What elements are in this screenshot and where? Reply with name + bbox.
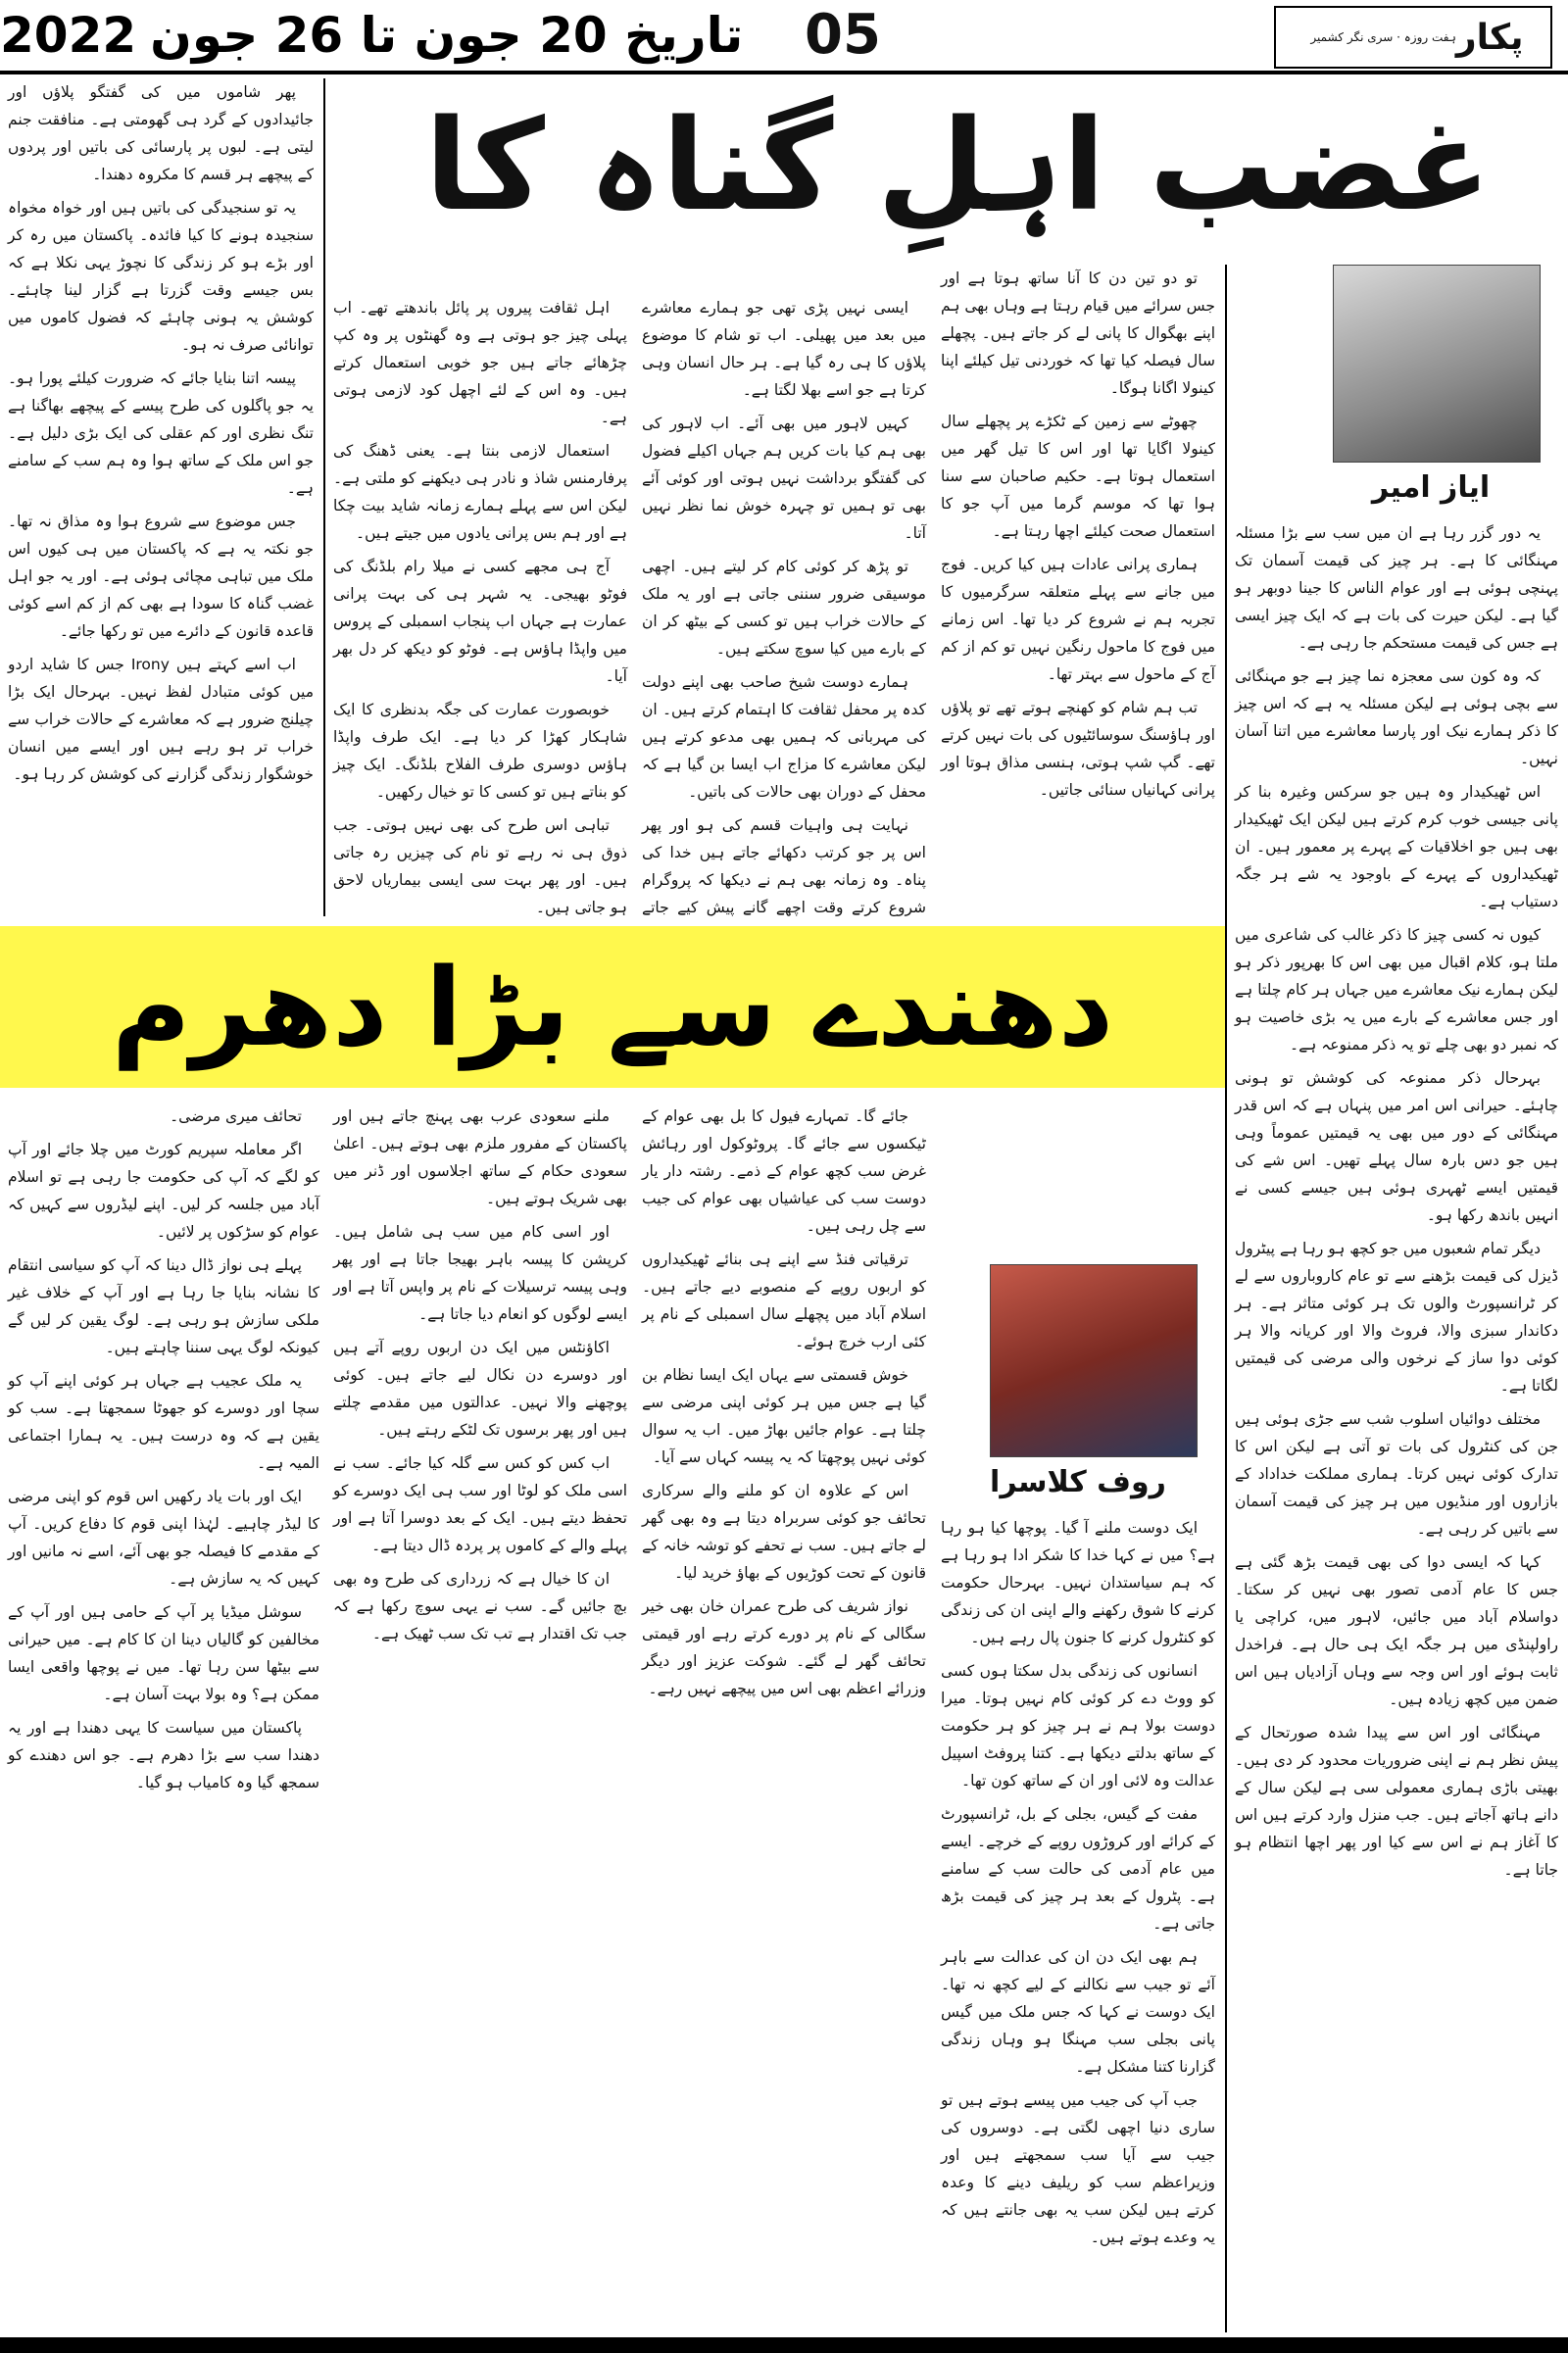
banner-headline: دھندے سے بڑا دھرم: [111, 944, 1114, 1070]
paragraph: ہم بھی ایک دن ان کی عدالت سے باہر آئے تو جیب سے نکالنے کے لیے کچھ نہ تھا۔ ایک دوست نے کہا کہ جس ملک میں گیس پانی بجلی سب مہنگا ہو وہاں زندگی گزارنا کتنا مشکل ہے۔: [941, 1948, 1215, 2076]
paragraph: انسانوں کی زندگی بدل سکتا ہوں کسی کو ووٹ دے کر کوئی کام نہیں ہوتا۔ میرا دوست بولا ہم نے ہر چیز کو ہر حکومت کے ساتھ بدلتے دیکھا ہے۔ کتنا پروفٹ اسپیل عدالت وہ لائی اور ان کے ساتھ کون تھا۔: [941, 1662, 1215, 1789]
logo-title: پکار: [1455, 17, 1524, 58]
paragraph: ملنے سعودی عرب بھی پہنچ جاتے ہیں اور پاکستان کے مفرور ملزم بھی ہوتے ہیں۔ اعلیٰ سعودی حکام کے ساتھ اجلاسوں اور ڈنر میں بھی شریک ہوتے ہیں۔: [333, 1107, 627, 1207]
paragraph: یہ ملک عجیب ہے جہاں ہر کوئی اپنے آپ کو سچا اور دوسرے کو جھوٹا سمجھتا ہے۔ سب کو یقین ہے کہ وہ درست ہیں۔ یہ ہمارا اجتماعی المیہ ہے۔: [8, 1372, 319, 1472]
paragraph: تو پڑھ کر کوئی کام کر لیتے ہیں۔ اچھی موسیقی ضرور سننی جاتی ہے اور یہ ملک کے حالات خراب ہیں تو کسی کے بیٹھ کر ان کے بارے میں کیا سوچ سکتے ہیں۔: [642, 558, 926, 658]
paragraph: اہل ثقافت پیروں پر پائل باندھتے تھے۔ اب پہلی چیز جو ہوتی ہے وہ گھنٹوں پر وہ کپ چڑھائے جاتے ہیں جو خوبی استعمال کرتے ہیں۔ وہ اس کے لئے اچھل کود لازمی ہوتی ہے۔: [333, 299, 627, 426]
paragraph: نواز شریف کی طرح عمران خان بھی خیر سگالی کے نام پر دورے کرتے رہے اور قیمتی تحائف گھر لے گئے۔ شوکت عزیز اور دیگر وزرائے اعظم بھی اس میں پیچھے نہیں رہے۔: [642, 1597, 926, 1697]
paragraph: خوش قسمتی سے یہاں ایک ایسا نظام بن گیا ہے جس میں ہر کوئی اپنی مرضی سے چلتا ہے۔ عوام جائیں بھاڑ میں۔ اب یہ سوال کوئی نہیں پوچھتا کہ یہ پیسہ کہاں سے آیا۔: [642, 1366, 926, 1466]
column-bottom-center-left: [333, 1103, 627, 2332]
issue-date-range: تاریخ 20 جون تا 26 جون: [150, 7, 744, 64]
logo-subtitle: ہفت روزہ · سری نگر کشمیر: [1310, 30, 1456, 44]
paragraph: اکاؤنٹس میں ایک دن اربوں روپے آتے ہیں اور دوسرے دن نکال لیے جاتے ہیں۔ کوئی پوچھنے والا نہیں۔ عدالتوں میں مقدمے چلتے ہیں اور پھر برسوں تک لٹکے رہتے ہیں۔: [333, 1339, 627, 1439]
paragraph: ایک دوست ملنے آ گیا۔ پوچھا کیا ہو رہا ہے؟ میں نے کہا خدا کا شکر ادا ہو رہا ہے کہ ہم سیاستدان نہیں۔ بہرحال حکومت کرنے کا شوق رکھنے والے اپنی ان کی زندگی کو کنٹرول کرنے کا جنون پال رہے ہیں۔: [941, 1519, 1215, 1646]
paragraph: اس ٹھیکیدار وہ ہیں جو سرکس وغیرہ بنا کر پانی جیسی خوب کرم کرتے ہیں لیکن ایک ٹھیکیدار بھی ہیں جو اخلاقیات کے پہرے پر معمور ہیں۔ ان ٹھیکیداروں کے پہرے کے باوجود یہ شے ہر جگہ دستیاب ہے۔: [1235, 783, 1558, 910]
paragraph: تحائف میری مرضی۔: [170, 1107, 302, 1125]
main-headline: غضب اہلِ گناہ کا: [424, 93, 1492, 239]
paragraph: ان کا خیال ہے کہ زرداری کی طرح وہ بھی بچ جائیں گے۔ سب نے یہی سوچ رکھا ہے کہ جب تک اقتدار ہے تب تک سب ٹھیک ہے۔: [333, 1570, 627, 1642]
paragraph: پیسہ اتنا بنایا جائے کہ ضرورت کیلئے پورا ہو۔ یہ جو پاگلوں کی طرح پیسے کے پیچھے بھاگنا ہے تنگ نظری اور کم عقلی کی ایک بڑی دلیل ہے۔ جو اس ملک کے ساتھ ہوا وہ ہم سب کے سامنے ہے۔: [8, 369, 314, 497]
column-divider: [1225, 265, 1227, 2332]
paragraph: جب آپ کی جیب میں پیسے ہوتے ہیں تو ساری دنیا اچھی لگتی ہے۔ دوسروں کی جیب سے آیا سب سمجھتے ہیں اور وزیراعظم سب کو ریلیف دینے کا وعدہ کرتے ہیں لیکن سب یہ بھی جانتے ہیں کہ یہ وعدے ہوتے ہیں۔: [941, 2091, 1215, 2246]
paragraph: یہ دور گزر رہا ہے ان میں سب سے بڑا مسئلہ مہنگائی کا ہے۔ ہر چیز کی قیمت آسمان تک پہنچی ہوئی ہے اور عوام الناس کا جینا دوبھر ہو گیا ہے۔ لیکن حیرت کی بات ہے کہ ایک چیز ایسی ہے جس کی قیمت مستحکم جا رہی ہے۔: [1235, 524, 1558, 652]
paragraph: تباہی اس طرح کی بھی نہیں ہوتی۔ جب ذوق ہی نہ رہے تو نام کی چیزیں رہ جاتی ہیں۔ اور پھر بہت سی ایسی بیماریاں لاحق ہو جاتی ہیں۔: [333, 816, 627, 916]
newspaper-logo: [1274, 6, 1552, 69]
paragraph: تو دو تین دن کا آنا ساتھ ہوتا ہے اور جس سرائے میں قیام رہتا ہے وہاں بھی ہم اپنے بھگوال کا پانی لے کر جاتے ہیں۔ پچھلے سال فیصلہ کیا تھا کہ خوردنی تیل کیلئے اپنا کینولا اگانا ہوگا۔: [941, 270, 1215, 397]
paragraph: ترقیاتی فنڈ سے اپنے ہی بنائے ٹھیکیداروں کو اربوں روپے کے منصوبے دیے جاتے ہیں۔ اسلام آباد میں پچھلے سال اسمبلی کے نام پر کئی ارب خرچ ہوئے۔: [642, 1250, 926, 1350]
paragraph: چھوٹے سے زمین کے ٹکڑے پر پچھلے سال کینولا اگایا تھا اور اس کا تیل گھر میں استعمال ہوتا ہے۔ حکیم صاحبان سے سنا ہوا تھا کہ موسم گرما میں آپ جو کا استعمال صحت کیلئے اچھا رہتا ہے۔: [941, 413, 1215, 540]
paragraph: سوشل میڈیا پر آپ کے حامی ہیں اور آپ کے مخالفین کو گالیاں دینا ان کا کام ہے۔ میں حیرانی سے بیٹھا سن رہا تھا۔ میں نے پوچھا واقعی ایسا ممکن ہے؟ وہ بولا بہت آسان ہے۔: [8, 1603, 319, 1703]
author-name-top: ایاز امیر: [1371, 470, 1491, 505]
paragraph: پھر شاموں میں کی گفتگو پلاؤں اور جائیدادوں کے گرد ہی گھومتی ہے۔ منافقت جنم لیتی ہے۔ لبوں پر پارسائی کی باتیں اور پردوں کے پیچھے ہر قسم کا مکروہ دھندا۔: [8, 83, 314, 183]
paragraph: اب اسے کہتے ہیں Irony جس کا شاید اردو میں کوئی متبادل لفظ نہیں۔ بہرحال ایک بڑا چیلنج ضرور ہے کہ معاشرے کے حالات خراب سے خراب تر ہو رہے ہیں اور ایسے میں انسان خوشگوار زندگی گزارنے کی کوشش کر رہا ہو۔: [8, 656, 314, 783]
paragraph: ایک اور بات یاد رکھیں اس قوم کو اپنی مرضی کا لیڈر چاہیے۔ لہٰذا اپنی قوم کا دفاع کریں۔ آپ کے مقدمے کا فیصلہ جو بھی آئے، اسے نہ مانیں اور کہیں کہ یہ سازش ہے۔: [8, 1488, 319, 1588]
paragraph: ہماری پرانی عادات ہیں کیا کریں۔ فوج میں جانے سے پہلے متعلقہ سرگرمیوں کا تجربہ ہم نے شروع کر دیا تھا۔ اس زمانے میں فوج کا ماحول رنگین نہیں تو کم از کم آج کے ماحول سے بہتر تھا۔: [941, 556, 1215, 683]
column-bottom-center-right: [941, 1514, 1215, 2332]
paragraph: مختلف دوائیاں اسلوب شب سے جڑی ہوئی ہیں جن کی کنٹرول کی بات تو آتی ہے لیکن اس کا تدارک کوئی نہیں کرتا۔ ہماری مملکت خداداد کے بازاروں اور منڈیوں میں ہر چیز کی قیمت آسمان سے باتیں کر رہی ہے۔: [1235, 1410, 1558, 1538]
paragraph: مہنگائی اور اس سے پیدا شدہ صورتحال کے پیش نظر ہم نے اپنی ضروریات محدود کر دی ہیں۔ بھیتی باڑی ہماری معمولی سی ہے لیکن سال کے دانے ہاتھ آجاتے ہیں۔ جب منزل وارد کرتے ہیں اس کا آغاز ہم نے اس سے کیا اور پھر اچھا انتظام ہو جاتا ہے۔: [1235, 1724, 1558, 1879]
paragraph: مفت کے گیس، بجلی کے بل، ٹرانسپورٹ کے کرائے اور کروڑوں روپے کے خرچے۔ ایسے میں عام آدمی کی حالت سب کے سامنے ہے۔ پٹرول کے بعد ہر چیز کی قیمت بڑھ جاتی ہے۔: [941, 1805, 1215, 1933]
paragraph: پاکستان میں سیاست کا یہی دھندا ہے اور یہ دھندا سب سے بڑا دھرم ہے۔ جو اس دھندے کو سمجھ گیا وہ کامیاب ہو گیا۔: [8, 1719, 319, 1791]
paragraph: کیوں نہ کسی چیز کا ذکر غالب کی شاعری میں ملتا ہو، کلام اقبال میں بھی اس کا بھرپور ذکر ہو لیکن ہمارے نیک معاشرے میں جہاں ہر کام چلتا ہے اور جس معاشرے کے بارے میں یہ بڑی خاصیت ہو کہ نمبر دو بھی چلے تو یہ ذکر ممنوعہ ہے۔: [1235, 926, 1558, 1054]
paragraph: تب ہم شام کو کھنچے ہوتے تھے تو پلاؤں اور ہاؤسنگ سوسائٹیوں کی بات نہیں کرتے تھے۔ گپ شپ ہوتی، ہنسی مذاق ہوتا اور پرانی کہانیاں سنائی جاتیں۔: [941, 699, 1215, 799]
column-bottom-left: [8, 1103, 319, 2332]
footer-rule: [0, 2337, 1568, 2353]
page-number: 05: [805, 3, 881, 67]
paragraph: ایسی نہیں پڑی تھی جو ہمارے معاشرے میں بعد میں پھیلی۔ اب تو شام کا موضوع پلاؤں کا ہی رہ گیا ہے۔ ہر حال انسان وہی کرتا ہے جو اسے بھلا لگتا ہے۔: [642, 299, 926, 399]
paragraph: بہرحال ذکر ممنوعہ کی کوشش تو ہونی چاہئے۔ حیرانی اس امر میں پنہاں ہے کہ اس قدر مہنگائی کے دور میں بھی یہ قیمتیں عموماً وہی ہیں جو دس بارہ سال پہلے تھیں۔ اس شے کی قیمتیں ایسے ٹھہری ہوئی ہیں جیسے کسی نے انہیں باندھ رکھا ہو۔: [1235, 1069, 1558, 1224]
paragraph: اور اسی کام میں سب ہی شامل ہیں۔ کرپشن کا پیسہ باہر بھیجا جاتا ہے اور پھر وہی پیسہ ترسیلات کے نام پر واپس آتا ہے اور ایسے لوگوں کو انعام دیا جاتا ہے۔: [333, 1223, 627, 1323]
paragraph: استعمال لازمی بنتا ہے۔ یعنی ڈھنگ کی پرفارمنس شاذ و نادر ہی دیکھنے کو ملتی ہے۔ لیکن اس سے پہلے ہمارے زمانہ شاید بیت چکا ہے اور ہم بس پرانی یادوں میں جیتے ہیں۔: [333, 442, 627, 542]
paragraph: اب کس کو کس سے گلہ کیا جائے۔ سب نے اسی ملک کو لوٹا اور سب ہی ایک دوسرے کو تحفظ دیتے ہیں۔ ایک کے بعد دوسرا آتا ہے اور پہلے والے کے کاموں پر پردہ ڈال دیتا ہے۔: [333, 1454, 627, 1554]
paragraph: پہلے ہی نواز ڈال دینا کہ آپ کو سیاسی انتقام کا نشانہ بنایا جا رہا ہے اور آپ کے خلاف غیر ملکی سازش ہو رہی ہے۔ لوگ یقین کر لیں گے کیونکہ لوگ یہی سننا چاہتے ہیں۔: [8, 1256, 319, 1356]
column-top-center: [642, 294, 926, 916]
column-top-mid-right: [941, 265, 1215, 916]
paragraph: آج ہی مجھے کسی نے میلا رام بلڈنگ کی فوٹو بھیجی۔ یہ شہر ہی کی بہت پرانی عمارت ہے جہاں اب پنجاب اسمبلی کے پروس میں واپڈا ہاؤس ہے۔ فوٹو کو دیکھ کر دل بھر آیا۔: [333, 558, 627, 685]
column-top-mid-left: [333, 294, 627, 916]
paragraph: یہ تو سنجیدگی کی باتیں ہیں اور خواہ مخواہ سنجیدہ ہونے کا کیا فائدہ۔ پاکستان میں رہ کر اور بڑے ہو کر زندگی کا نچوڑ یہی نکلا ہے کہ بس جیسے وقت گزرتا ہے گزار لینا چاہئے۔ کوشش یہ ہونی چاہئے کہ فضول کاموں میں توانائی صرف نہ ہو۔: [8, 199, 314, 354]
author-photo-rauf-klasra: [990, 1264, 1198, 1457]
paragraph: کہیں لاہور میں بھی آئے۔ اب لاہور کی بھی ہم کیا بات کریں ہم جہاں اکیلے فضول کی گفتگو برداشت نہیں ہوتی اور کوئی آئے بھی تو ہمیں تو چہرہ خوش نما نظر نہیں آتا۔: [642, 415, 926, 542]
paragraph: کہا کہ ایسی دوا کی بھی قیمت بڑھ گئی ہے جس کا عام آدمی تصور بھی نہیں کر سکتا۔ دواسلام آباد میں جائیں، لاہور میں، کراچی یا راولپنڈی میں ہر جگہ ایک ہی حال ہے۔ فراخدل ثابت ہوئے اور اس وجہ سے وہاں آزادیاں ہیں اس ضمن میں کچھ زیادہ ہیں۔: [1235, 1553, 1558, 1708]
paragraph: جس موضوع سے شروع ہوا وہ مذاق نہ تھا۔ جو نکتہ یہ ہے کہ پاکستان میں ہی کیوں اس ملک میں تباہی مچائی ہوئی ہے۔ اور یہ جو اہل غضب گناہ کا سودا ہے بھی کم از کم اسے کوئی قاعدہ قانون کے دائرے میں تو رکھا جائے۔: [8, 513, 314, 640]
paragraph: نہایت ہی واہیات قسم کی ہو اور پھر اس پر جو کرتب دکھائے جاتے ہیں خدا کی پناہ۔ وہ زمانہ بھی ہم نے دیکھا کہ پروگرام شروع کرتے وقت اچھے گانے پیش کیے جاتے: [642, 816, 926, 916]
column-top-right: [1235, 519, 1558, 2332]
column-bottom-center: [642, 1103, 926, 2332]
issue-year: 2022: [0, 7, 137, 64]
author-name-bottom: روف کلاسرا: [990, 1465, 1166, 1499]
paragraph: ہمارے دوست شیخ صاحب بھی اپنے دولت کدہ پر محفل ثقافت کا اہتمام کرتے ہیں۔ ان کی مہربانی کہ ہمیں بھی مدعو کرتے ہیں لیکن معاشرے کا مزاج اب ایسا بن گیا ہے کہ محفل کے دوران بھی حالات کی باتیں۔: [642, 673, 926, 801]
column-divider: [323, 78, 325, 916]
paragraph: اس کے علاوہ ان کو ملنے والے سرکاری تحائف جو کوئی سربراہ دیتا ہے وہ بھی گھر لے جاتے ہیں۔ سب نے تحفے کو توشہ خانہ کے قانون کے تحت کوڑیوں کے بھاؤ خرید لیا۔: [642, 1482, 926, 1582]
paragraph: کہ وہ کون سی معجزہ نما چیز ہے جو مہنگائی سے بچی ہوئی ہے لیکن مسئلہ یہ ہے کہ اس چیز کا ذکر ہمارے نیک اور پارسا معاشرے میں اتنا آسان نہیں۔: [1235, 667, 1558, 767]
paragraph: اگر معاملہ سپریم کورٹ میں چلا جائے اور آپ کو لگے کہ آپ کی حکومت جا رہی ہے تو اسلام آباد میں جلسہ کر لیں۔ اپنے لیڈروں سے کہیں کہ عوام کو سڑکوں پر لائیں۔: [8, 1141, 319, 1241]
section-banner: [0, 926, 1225, 1088]
paragraph: خوبصورت عمارت کی جگہ بدنظری کا ایک شاہکار کھڑا کر دیا ہے۔ ایک طرف واپڈا ہاؤس دوسری طرف الفلاح بلڈنگ۔ ایک چیز کو بناتے ہیں تو کسی کا تو خیال رکھیں۔: [333, 701, 627, 801]
author-photo-ayaz-amir: [1333, 265, 1541, 463]
column-top-left: [8, 78, 314, 916]
paragraph: جائے گا۔ تمہارے فیول کا بل بھی عوام کے ٹیکسوں سے جائے گا۔ پروٹوکول اور رہائش غرض سب کچھ عوام کے ذمے۔ رشتہ دار یار دوست سب کی عیاشیاں بھی عوام کی جیب سے چل رہی ہیں۔: [642, 1107, 926, 1235]
paragraph: دیگر تمام شعبوں میں جو کچھ ہو رہا ہے پیٹرول ڈیزل کی قیمت بڑھنے سے تو عام کاروباروں سے لے کر ٹرانسپورٹ والوں تک ہر کوئی متاثر ہے۔ ہر دکاندار سبزی والا، فروٹ والا اور کریانہ والا ہر کوئی دوا ساز کے نرخوں والی مرضی کی قیمتیں لگاتا ہے۔: [1235, 1240, 1558, 1395]
